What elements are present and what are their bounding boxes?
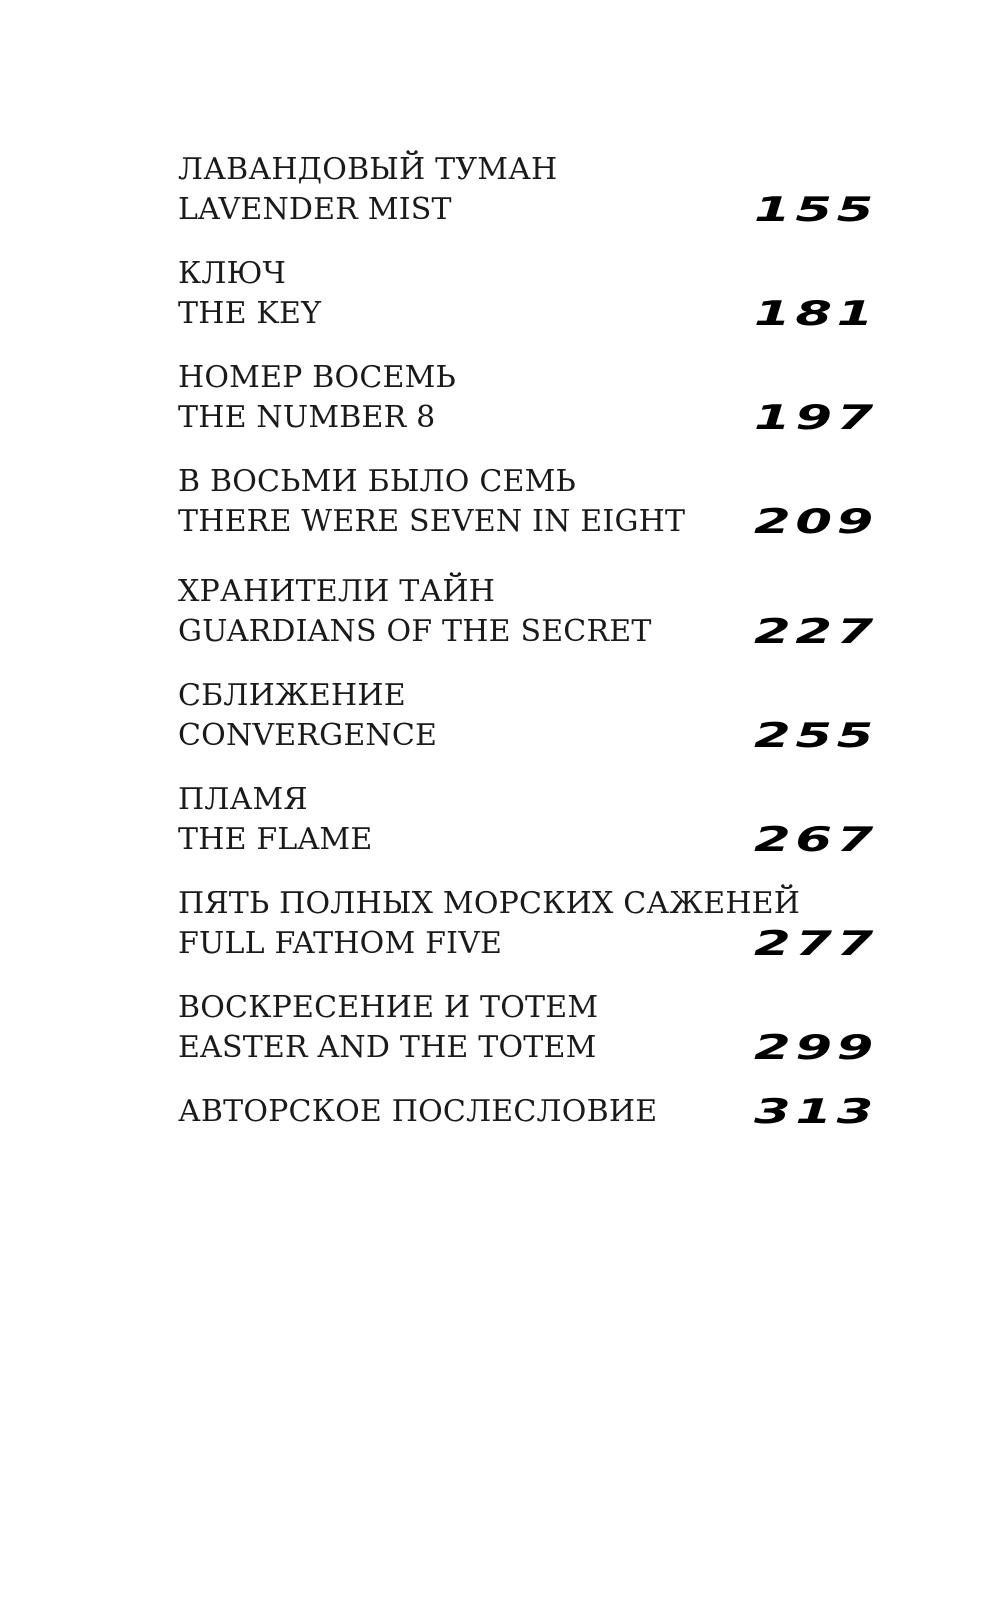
toc-entry[interactable] xyxy=(178,884,878,964)
toc-page-number: 267 xyxy=(754,820,878,860)
toc-title-en: LAVENDER MIST xyxy=(178,192,452,227)
toc-entry[interactable] xyxy=(178,358,878,438)
toc-title-ru: ХРАНИТЕЛИ ТАЙН xyxy=(178,574,496,609)
toc-page-number: 155 xyxy=(754,190,878,230)
toc-title-ru: ВОСКРЕСЕНИЕ И ТОТЕМ xyxy=(178,990,599,1025)
toc-title-ru: АВТОРСКОЕ ПОСЛЕСЛОВИЕ xyxy=(178,1094,658,1129)
toc-entry[interactable] xyxy=(178,150,878,230)
toc-title-ru: ЛАВАНДОВЫЙ ТУМАН xyxy=(178,152,558,187)
toc-title-ru: СБЛИЖЕНИЕ xyxy=(178,678,406,713)
toc-page-number: 181 xyxy=(754,294,878,334)
toc-title-en: THE KEY xyxy=(178,296,322,331)
toc-entry[interactable] xyxy=(178,988,878,1068)
toc-title-ru: В ВОСЬМИ БЫЛО СЕМЬ xyxy=(178,464,576,499)
toc-entry[interactable] xyxy=(178,676,878,756)
toc-title-ru: НОМЕР ВОСЕМЬ xyxy=(178,360,456,395)
toc-entry[interactable] xyxy=(178,1092,878,1132)
toc-title-ru: ПЛАМЯ xyxy=(178,782,308,817)
toc-entry[interactable] xyxy=(178,254,878,334)
toc-title-en: THERE WERE SEVEN IN EIGHT xyxy=(178,504,686,539)
toc-title-en: GUARDIANS OF THE SECRET xyxy=(178,614,652,649)
toc-title-en: CONVERGENCE xyxy=(178,718,438,753)
toc-title-en: EASTER AND THE TOTEM xyxy=(178,1030,597,1065)
toc-page-number: 313 xyxy=(754,1092,878,1132)
toc-title-en: FULL FATHOM FIVE xyxy=(178,926,503,961)
toc-page-number: 277 xyxy=(754,924,878,964)
toc-page-number: 197 xyxy=(754,398,878,438)
toc-page-number: 299 xyxy=(754,1028,878,1068)
toc-title-en: THE FLAME xyxy=(178,822,373,857)
toc-entry[interactable] xyxy=(178,572,878,652)
toc-title-en: THE NUMBER 8 xyxy=(178,400,436,435)
table-of-contents xyxy=(178,150,878,1156)
toc-title-ru: КЛЮЧ xyxy=(178,256,287,291)
toc-page-number: 227 xyxy=(754,612,878,652)
toc-page-number: 209 xyxy=(754,502,878,542)
toc-entry[interactable] xyxy=(178,462,878,542)
toc-title-ru: ПЯТЬ ПОЛНЫХ МОРСКИХ САЖЕНЕЙ xyxy=(178,886,801,921)
toc-entry[interactable] xyxy=(178,780,878,860)
toc-page-number: 255 xyxy=(754,716,878,756)
